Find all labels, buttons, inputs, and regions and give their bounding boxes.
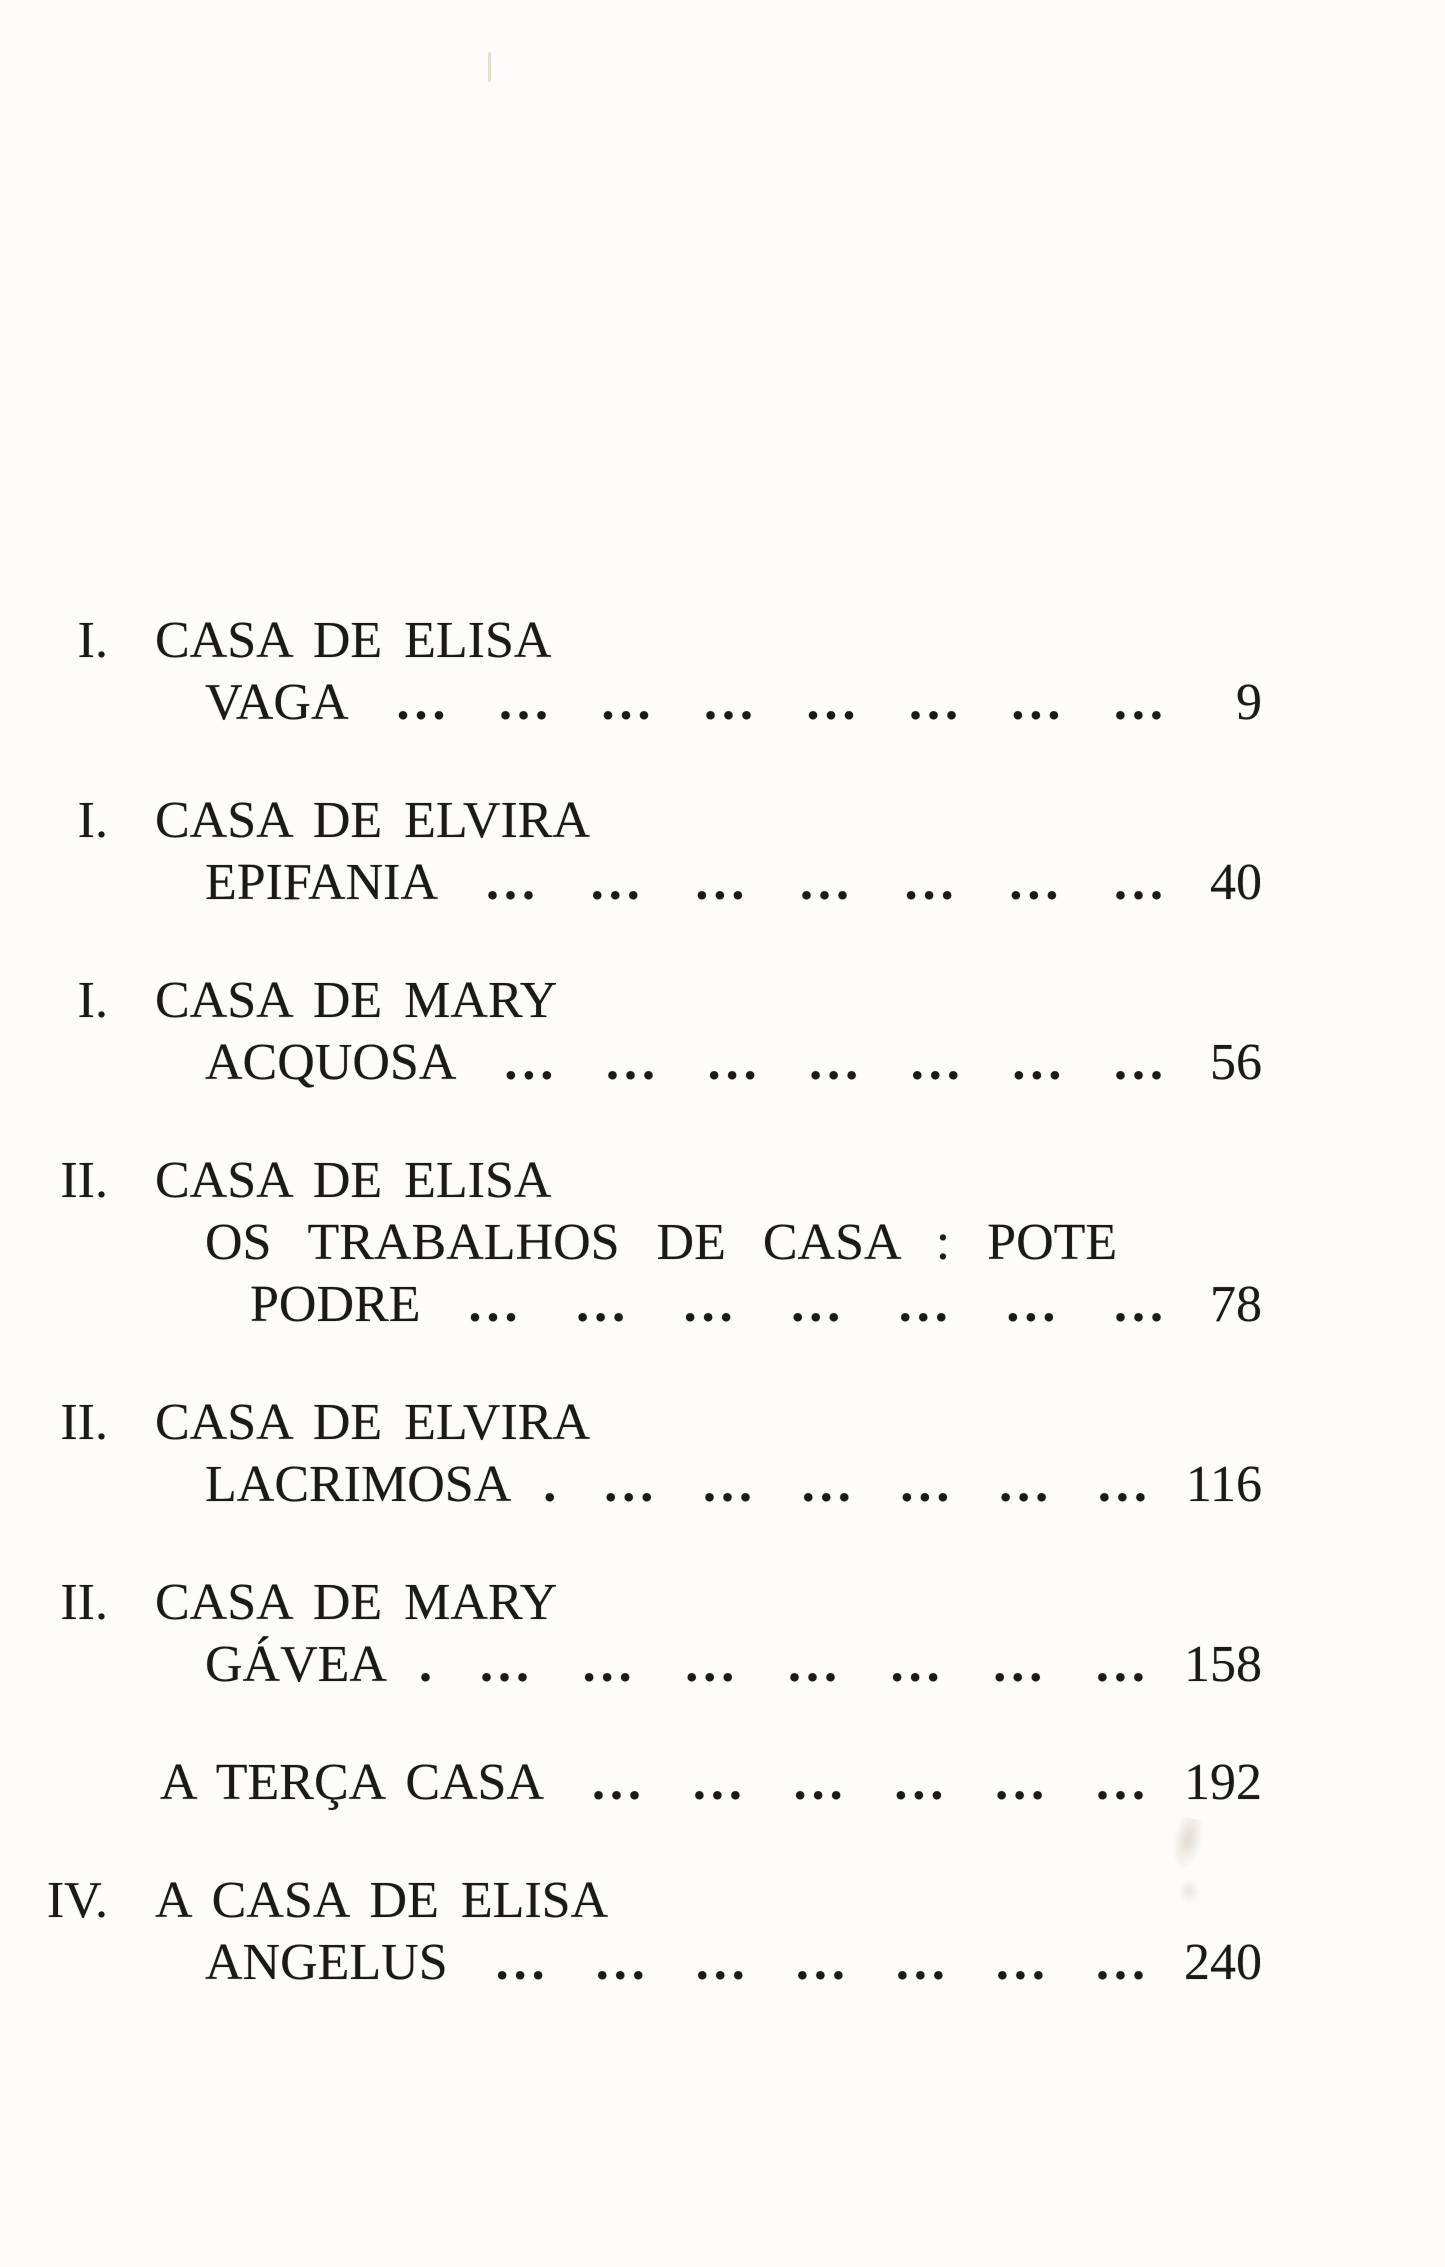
- page-number: 78: [1210, 1276, 1262, 1333]
- toc-title-line: [0, 610, 1445, 672]
- dot-group: ...: [890, 1636, 945, 1693]
- page-number: 9: [1236, 674, 1262, 731]
- scan-smudge: [1178, 1878, 1200, 1904]
- dot-group: ...: [801, 1456, 856, 1513]
- leader-label: ANGELUS: [205, 1934, 448, 1991]
- dot-group: ...: [787, 1636, 842, 1693]
- dot-group: ...: [809, 1034, 864, 1091]
- dot-group: ...: [904, 854, 959, 911]
- dot-group: ...: [1095, 1934, 1150, 1991]
- dot-group: ...: [685, 1636, 740, 1693]
- dot-group: ...: [604, 1456, 659, 1513]
- dot-group: ...: [1113, 674, 1168, 731]
- toc-entry: [0, 610, 1445, 734]
- page-number: 116: [1185, 1456, 1262, 1513]
- toc-title-line: [0, 1150, 1445, 1212]
- dot-group: ...: [800, 854, 855, 911]
- dot-leader: [592, 1752, 1150, 1814]
- dot-group: ...: [695, 854, 750, 911]
- dot-group: ...: [479, 1636, 534, 1693]
- dot-leader: [496, 1932, 1150, 1994]
- dot-group: ...: [898, 1276, 953, 1333]
- leader-predot: .: [418, 1636, 432, 1693]
- toc-leader-line: [205, 1634, 1262, 1696]
- dot-group: ...: [995, 1754, 1050, 1811]
- page-number: 56: [1210, 1034, 1262, 1091]
- dot-group: ...: [908, 674, 963, 731]
- dot-group: ...: [1113, 1276, 1168, 1333]
- dot-group: ...: [1095, 1754, 1150, 1811]
- entry-title: CASA DE ELVIRA: [155, 792, 591, 849]
- entry-title: CASA DE ELISA: [155, 1152, 552, 1209]
- dot-group: ...: [795, 1934, 850, 1991]
- dot-group: ...: [601, 674, 656, 731]
- entry-title: A CASA DE ELISA: [155, 1872, 609, 1929]
- dot-group: ...: [692, 1754, 747, 1811]
- dot-group: ...: [1097, 1456, 1152, 1513]
- dot-leader: [504, 1032, 1168, 1094]
- entry-numeral: II.: [60, 1152, 108, 1209]
- toc-entry: [0, 1870, 1445, 1994]
- dot-group: ...: [895, 1934, 950, 1991]
- entry-title: CASA DE MARY: [155, 972, 558, 1029]
- dot-group: ...: [702, 1456, 757, 1513]
- toc-title-line: [0, 1572, 1445, 1634]
- leader-label: LACRIMOSA: [205, 1456, 512, 1513]
- dot-group: ...: [1006, 1276, 1061, 1333]
- dot-group: ...: [1009, 854, 1064, 911]
- leader-label: PODRE: [250, 1276, 421, 1333]
- scan-artifact: [488, 52, 491, 82]
- entry-title: CASA DE MARY: [155, 1574, 558, 1631]
- dot-group: ...: [993, 1636, 1048, 1693]
- dot-group: ...: [995, 1934, 1050, 1991]
- dot-leader: [397, 672, 1168, 734]
- page-number: 240: [1184, 1934, 1262, 1991]
- leader-label: VAGA: [205, 674, 349, 731]
- dot-group: ...: [595, 1934, 650, 1991]
- toc-entry: [0, 1752, 1445, 1814]
- toc-leader-line: [205, 672, 1262, 734]
- dot-group: ...: [499, 674, 553, 731]
- toc-entry: [0, 1392, 1445, 1516]
- toc-subtitle-line: [205, 1212, 1445, 1274]
- toc-leader-line: [160, 1752, 1262, 1814]
- page-number: 158: [1184, 1636, 1262, 1693]
- leader-label: EPIFANIA: [205, 854, 439, 911]
- entry-numeral: I.: [77, 612, 108, 669]
- dot-group: ...: [793, 1754, 848, 1811]
- dot-group: ...: [605, 1034, 660, 1091]
- page-number: 40: [1210, 854, 1262, 911]
- dot-group: ...: [910, 1034, 965, 1091]
- toc-leader-line: [205, 1454, 1262, 1516]
- dot-leader: [468, 1274, 1168, 1336]
- dot-group: ...: [468, 1276, 523, 1333]
- dot-group: ...: [1012, 1034, 1067, 1091]
- dot-group: ...: [495, 1934, 550, 1991]
- toc-leader-line: [205, 1032, 1262, 1094]
- dot-group: ...: [504, 1034, 559, 1091]
- entry-numeral: I.: [77, 792, 108, 849]
- entry-numeral: I.: [77, 972, 108, 1029]
- dot-group: ...: [683, 1276, 738, 1333]
- entry-numeral: II.: [60, 1574, 108, 1631]
- toc-title-line: [0, 790, 1445, 852]
- toc-entry: [0, 1572, 1445, 1696]
- dot-leader: [480, 1634, 1150, 1696]
- entry-title: CASA DE ELVIRA: [155, 1394, 591, 1451]
- toc-entry: [0, 790, 1445, 914]
- entry-numeral: II.: [60, 1394, 108, 1451]
- toc-title-line: [0, 970, 1445, 1032]
- dot-group: ...: [396, 674, 451, 731]
- dot-group: ...: [1011, 674, 1066, 731]
- toc-entry: [0, 1150, 1445, 1336]
- toc-entry: [0, 970, 1445, 1094]
- entry-subtitle: OS TRABALHOS DE CASA : POTE: [205, 1214, 1118, 1271]
- dot-group: ...: [1113, 854, 1168, 911]
- dot-group: ...: [900, 1456, 955, 1513]
- page-number: 192: [1184, 1754, 1262, 1811]
- toc-leader-line: [250, 1274, 1262, 1336]
- leader-label: A TERÇA CASA: [160, 1754, 545, 1811]
- toc-leader-line: [205, 1932, 1262, 1994]
- dot-group: ...: [590, 854, 645, 911]
- dot-group: ...: [999, 1456, 1054, 1513]
- dot-group: ...: [582, 1636, 637, 1693]
- entry-numeral: IV.: [46, 1872, 108, 1929]
- dot-group: ...: [1095, 1636, 1150, 1693]
- dot-group: ...: [576, 1276, 631, 1333]
- toc-title-line: [0, 1870, 1445, 1932]
- leader-label: ACQUOSA: [205, 1034, 457, 1091]
- dot-group: ...: [703, 674, 758, 731]
- dot-group: ...: [1113, 1034, 1168, 1091]
- dot-group: ...: [894, 1754, 949, 1811]
- toc-leader-line: [205, 852, 1262, 914]
- toc-entries: [0, 610, 1445, 2050]
- dot-group: ...: [707, 1034, 762, 1091]
- dot-group: ...: [486, 854, 541, 911]
- leader-label: GÁVEA: [205, 1636, 387, 1693]
- leader-predot: .: [543, 1456, 557, 1513]
- dot-leader: [486, 852, 1168, 914]
- entry-title: CASA DE ELISA: [155, 612, 552, 669]
- dot-group: ...: [806, 674, 861, 731]
- dot-group: ...: [695, 1934, 750, 1991]
- dot-group: ...: [791, 1276, 846, 1333]
- toc-title-line: [0, 1392, 1445, 1454]
- dot-leader: [604, 1454, 1152, 1516]
- dot-group: ...: [592, 1754, 647, 1811]
